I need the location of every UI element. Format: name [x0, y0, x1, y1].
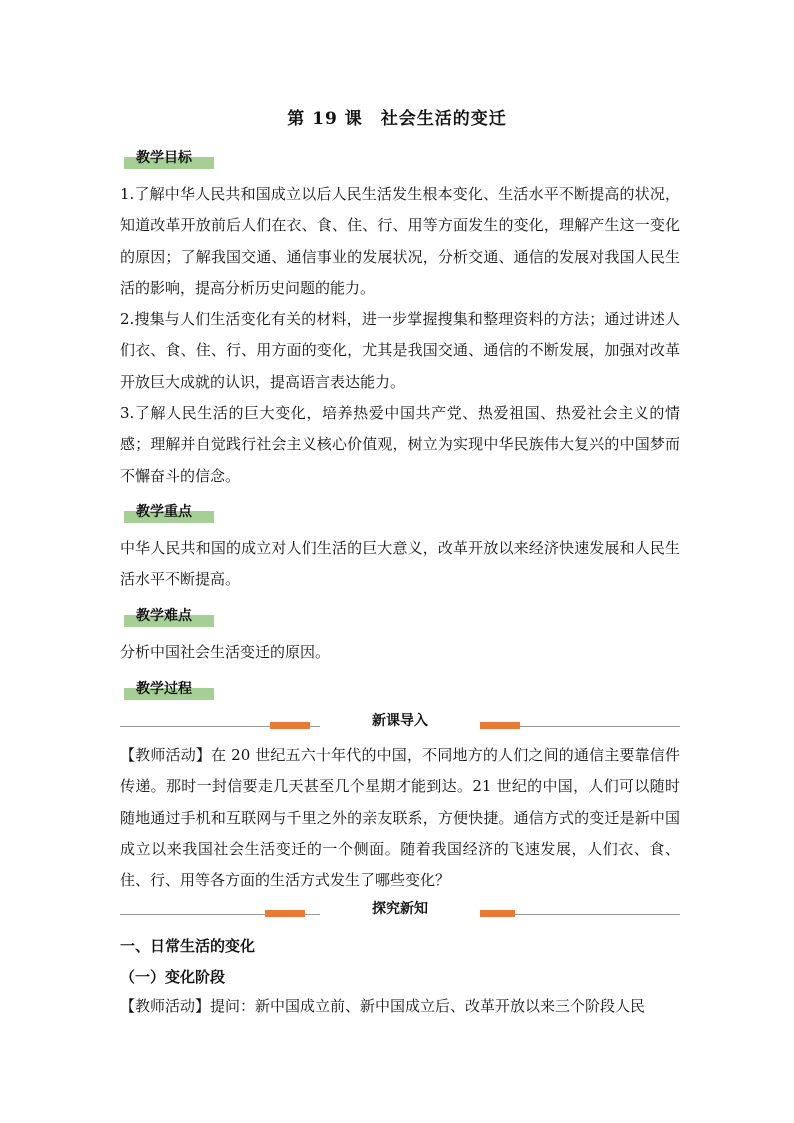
divider-bar-left — [270, 722, 310, 729]
part1-subheading: （一）变化阶段 — [120, 968, 226, 986]
part1-text: 【教师活动】提问：新中国成立前、新中国成立后、改革开放以来三个阶段人民 — [120, 997, 646, 1015]
divider-bar-left — [265, 910, 305, 917]
process-heading: 教学过程 — [124, 678, 214, 700]
lesson-title: 第 19 课 社会生活的变迁 — [287, 109, 507, 129]
objectives-item-2: 2.搜集与人们生活变化有关的材料，进一步掌握搜集和整理资料的方法；通过讲述人们衣、食、住、行、用方面的变化，尤其是我国交通、通信的不断发展，加强对改革开放巨大成就的认识，提高语言表达能力。 — [120, 310, 680, 391]
divider-bar-right — [480, 722, 520, 729]
objectives-item-3: 3.了解人民生活的巨大变化，培养热爱中国共产党、热爱祖国、热爱社会主义的情感；理解并自觉践行社会主义核心价值观，树立为实现中华民族伟大复兴的中国梦而不懈奋斗的信念。 — [120, 404, 680, 485]
explore-label: 探究新知 — [320, 898, 480, 918]
part1-heading: 一、日常生活的变化 — [120, 937, 256, 955]
difficulties-text: 分析中国社会生活变迁的原因。 — [120, 643, 331, 661]
explore-divider — [120, 901, 680, 921]
objectives-heading: 教学目标 — [124, 147, 214, 169]
intro-divider — [120, 713, 680, 733]
intro-label: 新课导入 — [320, 710, 480, 730]
intro-text: 【教师活动】在 20 世纪五六十年代的中国，不同地方的人们之间的通信主要靠信件传递。那时一封信要走几天甚至几个星期才能到达。21 世纪的中国，人们可以随时随地通过手机和互联网与千里之外的亲友联系，方便快捷。通信方式的变迁是新中国成立以来我国社会生活变迁的一个侧面。随着我国经济的飞速发展，人们衣、食、住、行、用等各方面的生活方式发生了哪些变化？ — [120, 746, 680, 890]
key-points-heading: 教学重点 — [124, 501, 214, 523]
divider-bar-right — [475, 910, 515, 917]
objectives-item-1: 1.了解中华人民共和国成立以后人民生活发生根本变化、生活水平不断提高的状况，知道改革开放前后人们在衣、食、住、行、用等方面发生的变化，理解产生这一变化的原因；了解我国交通、通信事业的发展状况，分析交通、通信的发展对我国人民生活的影响，提高分析历史问题的能力。 — [120, 185, 680, 297]
difficulties-heading: 教学难点 — [124, 605, 214, 627]
key-points-text: 中华人民共和国的成立对人们生活的巨大意义，改革开放以来经济快速发展和人民生活水平不断提高。 — [120, 539, 680, 589]
